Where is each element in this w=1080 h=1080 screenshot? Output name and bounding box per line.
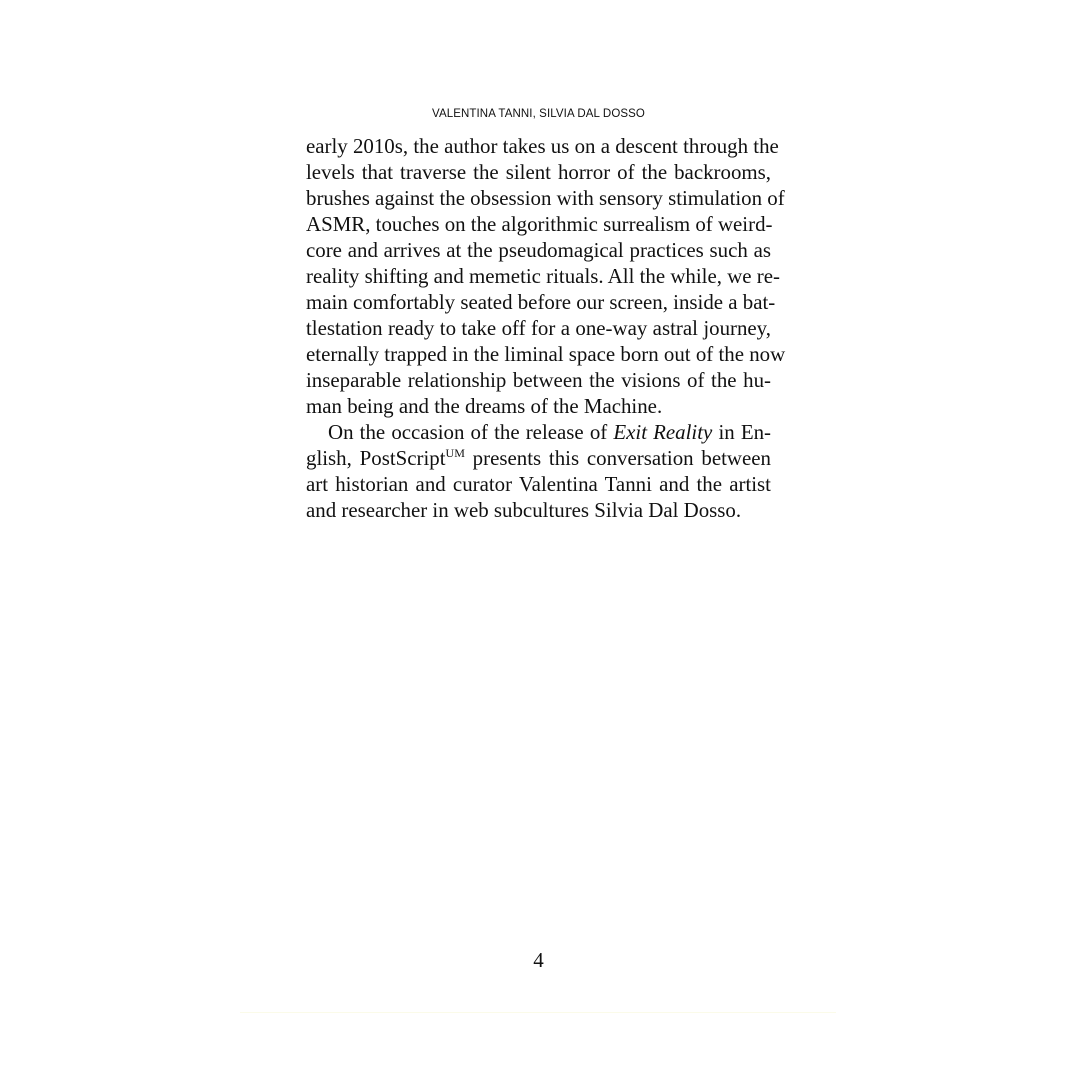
text-line: main comfortably seated before our screen, inside a bat- [306, 290, 776, 314]
running-head: VALENTINA TANNI, SILVIA DAL DOSSO [432, 108, 645, 120]
book-title: Exit Reality [613, 420, 713, 444]
text-run: in En- [712, 420, 771, 444]
text-run: On the occasion of the release of [328, 420, 614, 444]
text-run: glish, PostScript [306, 446, 446, 470]
paragraph-1 [306, 133, 786, 419]
text-line: brushes against the obsession with sensory stimulation of [306, 186, 785, 210]
text-line: levels that traverse the silent horror of the backrooms, [306, 160, 771, 184]
superscript: UM [445, 446, 465, 460]
page-edge-divider [240, 1012, 836, 1013]
text-run: presents this conversation between [464, 446, 771, 470]
text-line: art historian and curator Valentina Tanni and the artist [306, 472, 771, 496]
text-line: tlestation ready to take off for a one-way astral journey, [306, 316, 771, 340]
text-line: core and arrives at the pseudomagical practices such as [306, 238, 771, 262]
text-line: man being and the dreams of the Machine. [306, 394, 663, 418]
text-line [306, 445, 771, 471]
text-line: reality shifting and memetic rituals. All the while, we re- [306, 264, 780, 288]
page-number: 4 [533, 948, 544, 972]
paragraph-2 [306, 419, 771, 523]
text-line [306, 419, 771, 445]
body-text [306, 133, 786, 523]
text-line: early 2010s, the author takes us on a descent through the [306, 134, 779, 158]
text-line: inseparable relationship between the visions of the hu- [306, 368, 771, 392]
text-line: eternally trapped in the liminal space born out of the now [306, 342, 786, 366]
text-line: ASMR, touches on the algorithmic surrealism of weird- [306, 212, 773, 236]
text-line: and researcher in web subcultures Silvia Dal Dosso. [306, 498, 742, 522]
